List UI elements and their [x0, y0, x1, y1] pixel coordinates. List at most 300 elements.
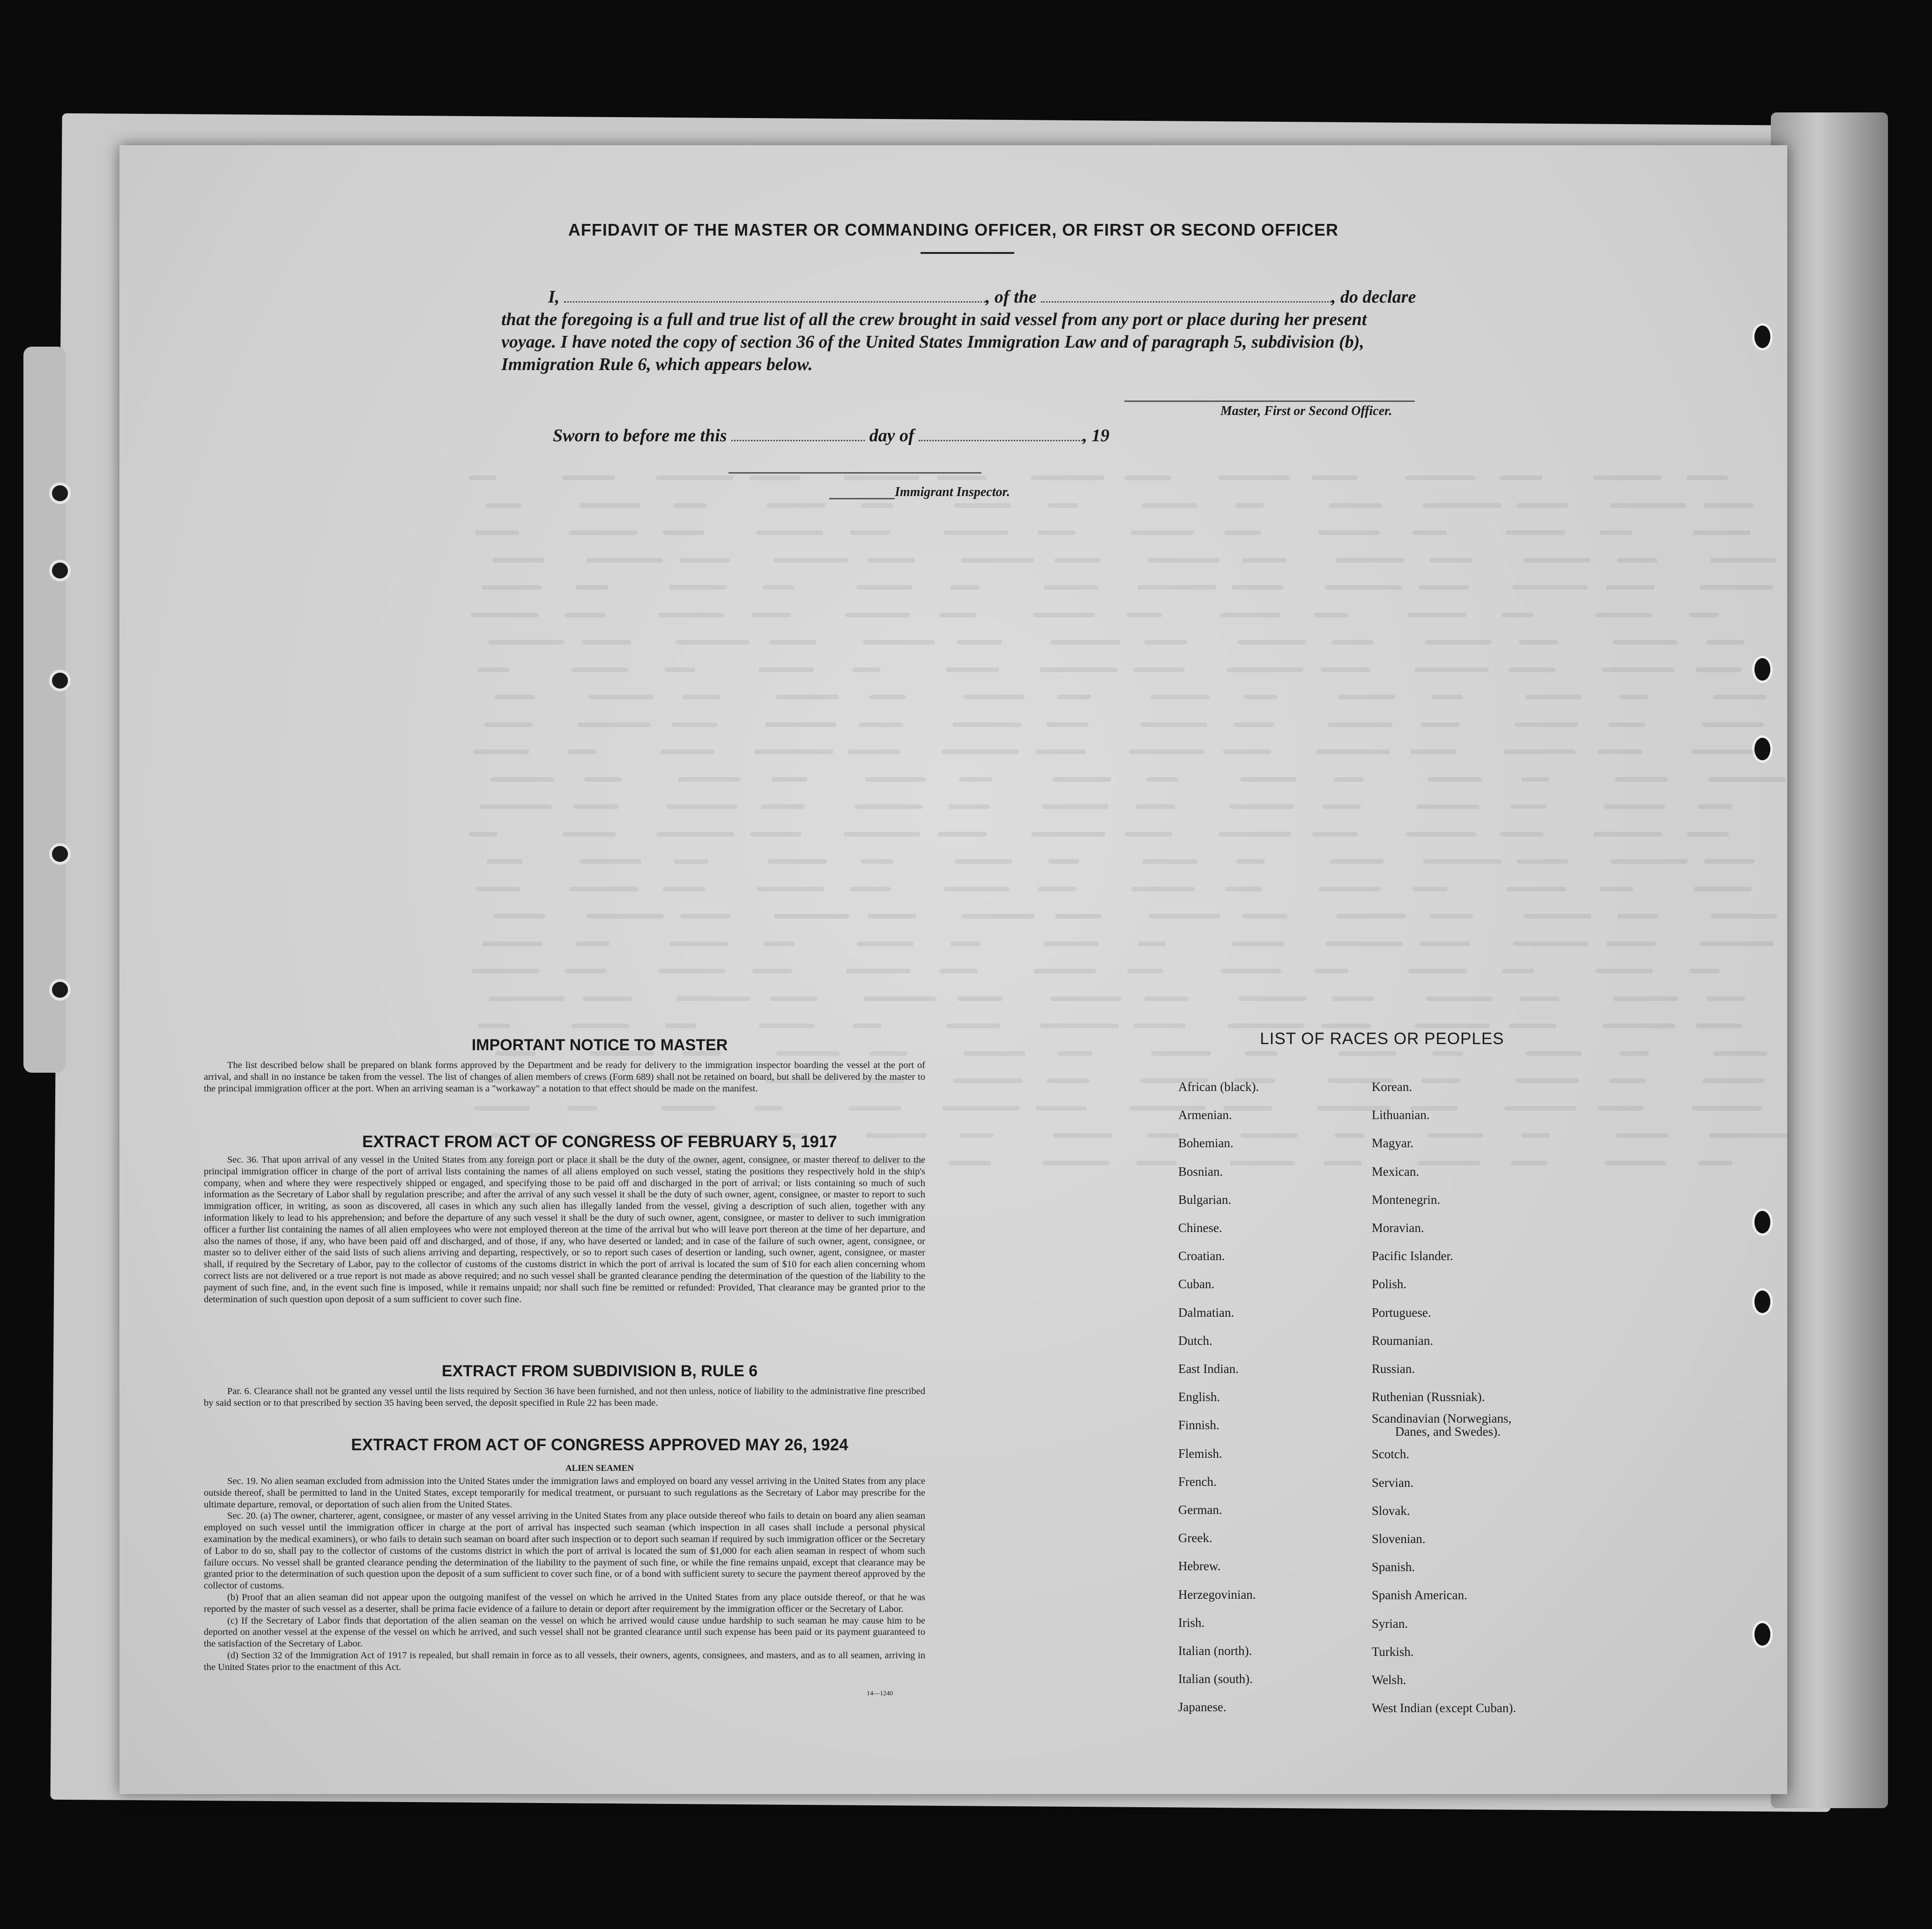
race-item: West Indian (except Cuban).	[1372, 1701, 1516, 1715]
bleed-mark	[1044, 585, 1098, 590]
bleed-mark	[1429, 558, 1472, 563]
bleed-mark	[1334, 777, 1364, 782]
bleed-mark	[1412, 530, 1447, 535]
bleed-mark	[1619, 695, 1648, 699]
bleed-mark	[1316, 749, 1390, 754]
bleed-mark	[1511, 1161, 1547, 1165]
bleed-mark	[846, 969, 911, 973]
affidavit-of-the: , of the	[985, 287, 1037, 307]
bleed-mark	[1523, 558, 1590, 563]
bleed-mark	[1151, 1051, 1211, 1056]
bleed-mark	[576, 942, 609, 946]
bleed-mark	[867, 558, 915, 563]
bleed-mark	[1605, 1161, 1666, 1165]
affidavit-title: AFFIDAVIT OF THE MASTER OR COMMANDING OFFICER, OR FIRST OR SECOND OFFICER	[568, 220, 1339, 239]
bleed-mark	[850, 530, 890, 535]
bleed-mark	[1700, 585, 1773, 590]
bleed-mark	[1425, 640, 1492, 645]
bleed-mark	[1336, 558, 1405, 563]
page-stack-edge	[1771, 112, 1888, 1808]
sworn-month-blank[interactable]	[919, 426, 1083, 441]
bleed-mark	[588, 695, 654, 699]
bleed-mark	[1692, 1106, 1762, 1111]
race-item: Greek.	[1178, 1531, 1212, 1545]
bleed-mark	[1600, 887, 1633, 891]
bleed-mark	[950, 585, 980, 590]
bleed-mark	[486, 503, 522, 508]
bleed-mark	[1516, 503, 1568, 508]
bleed-mark	[569, 530, 638, 535]
bleed-mark	[953, 1078, 1023, 1083]
bleed-mark	[1691, 749, 1761, 754]
bleed-mark	[773, 558, 848, 563]
bleed-mark	[1327, 722, 1393, 727]
race-item: Montenegrin.	[1372, 1192, 1441, 1207]
bleed-mark	[1234, 722, 1274, 727]
bleed-mark	[482, 585, 542, 590]
race-item: Italian (north).	[1178, 1644, 1252, 1658]
race-item: Slovenian.	[1372, 1532, 1426, 1546]
race-item: Italian (south).	[1178, 1672, 1253, 1686]
bleed-mark	[1036, 1106, 1087, 1111]
bleed-mark	[1602, 668, 1674, 672]
bleed-mark	[1696, 1024, 1742, 1028]
race-item: Scandinavian (Norwegians, Danes, and Swedes).	[1372, 1411, 1512, 1439]
races-column-1	[1178, 1073, 1259, 1721]
section-20a-text: Sec. 20. (a) The owner, charterer, agent, consignee, or master of any vessel arriving in the United States from any place outside thereof who fails to detain on board any alien seaman employed on such vessel until the immigration officer in charge at the port of arrival has inspected such seaman (which inspection in all cases shall include a personal physical examination by the medical examiners), or who fails to detain such seaman on board after such inspection or to deport such seaman if required by such immigration officer or the Secretary of Labor to do so, shall pay to the collector of customs of the customs district in which the port of arrival is located the sum of $1,000 for each alien seaman in respect of whom such failure occurs. No vessel shall be granted clearance pending the determination of the liability to the payment of such fine, or while the fine remains unpaid, except that clearance may be granted prior to the determination of such question upon the deposit of a sum sufficient to cover such fine, or of a bond with sufficient surety to secure the payment thereof approved by the collector of customs.	[204, 1511, 925, 1591]
bleed-mark	[1593, 475, 1661, 480]
bleed-mark	[1236, 859, 1265, 864]
bleed-mark	[1689, 613, 1719, 617]
bleed-mark	[1131, 887, 1195, 891]
bleed-mark	[1611, 859, 1687, 864]
bleed-mark	[859, 722, 903, 727]
bleed-mark	[1140, 722, 1207, 727]
extract-1917-text: Sec. 36. That upon arrival of any vessel in the United States from any foreign port or place it shall be the duty of the owner, agent, consignee, or master thereof to deliver to the principal immigration officer in charge of the port of arrival lists containing the names of all aliens employed on such vessel, stating the positions they respectively hold in the ship's company, when and where they were respectively shipped or engaged, and specifying those to be paid off and discharged in the port of arrival; or lists containing so much of such information as the Secretary of Labor shall by regulation prescribe; and after the arrival of any such vessel it shall be the duty of such owner, agent, consignee, or master to report to such immigration officer, in writing, as soon as discovered, all cases in which any such alien has illegally landed from the vessel, giving a description of such alien, together with any information likely to lead to his apprehension; and before the departure of any such vessel it shall be the duty of such owner, agent, consignee, or master to deliver to such immigration officer a further list containing the names of all alien employees who were not employed thereon at the time of the arrival but who will leave port thereon at the time of her departure, and also the names of those, if any, who have been paid off and discharged, and of those, if any, who have deserted or landed; and in case of the failure of such owner, agent, consignee, or master so to deliver either of the said lists of such aliens arriving and departing, respectively, or so to report such cases of desertion or landing, such owner, agent, consignee, or master shall, if required by the Secretary of Labor, pay to the collector of customs of the customs district in which the port of arrival is located the sum of $10 for each alien concerning whom correct lists are not delivered or a true report is not made as above required; and no such vessel shall be granted clearance pending the determination of the question of the liability to the payment of such fine, and, in the event such fine is imposed, while it remains unpaid; nor shall such fine be remitted or refunded: Provided, That clearance may be granted prior to the determination of such question upon deposit of a sum sufficient to cover such fine.	[204, 1155, 925, 1305]
binding-ring-icon	[49, 482, 71, 504]
bleed-mark	[1235, 503, 1264, 508]
bleed-mark	[769, 640, 817, 645]
bleed-mark	[763, 942, 795, 946]
punch-hole-icon	[1752, 323, 1773, 350]
bleed-mark	[665, 668, 695, 672]
bleed-mark	[1410, 749, 1457, 754]
bleed-mark	[1613, 996, 1678, 1001]
bleed-mark	[952, 722, 1022, 727]
race-item: Chinese.	[1178, 1221, 1222, 1235]
bleed-mark	[770, 996, 817, 1001]
bleed-mark	[765, 722, 836, 727]
bleed-mark	[1504, 749, 1575, 754]
bleed-mark	[1510, 804, 1546, 809]
inspector-label: Immigrant Inspector.	[895, 485, 1010, 499]
bleed-mark	[1412, 887, 1448, 891]
bleed-mark	[663, 887, 706, 891]
bleed-mark	[1137, 585, 1217, 590]
bleed-mark	[1142, 503, 1197, 508]
bleed-mark	[489, 996, 565, 1001]
bleed-mark	[942, 749, 1019, 754]
bleed-mark	[1053, 777, 1111, 782]
bleed-mark	[1125, 832, 1173, 837]
bleed-mark	[676, 996, 751, 1001]
bleed-mark	[1598, 749, 1642, 754]
bleed-mark	[1238, 640, 1306, 645]
bleed-mark	[1318, 530, 1380, 535]
sworn-year: , 19	[1083, 426, 1110, 445]
bleed-mark	[659, 969, 725, 973]
bleed-mark	[1323, 1161, 1362, 1165]
bleed-mark	[1147, 1133, 1179, 1138]
bleed-mark	[1332, 996, 1374, 1001]
bleed-mark	[868, 914, 916, 919]
bleed-mark	[1238, 996, 1307, 1001]
bleed-mark	[944, 887, 1010, 891]
bleed-mark	[1521, 777, 1549, 782]
bleed-mark	[674, 859, 708, 864]
bleed-mark	[490, 777, 555, 782]
race-item: Servian.	[1372, 1475, 1414, 1490]
bleed-mark	[1055, 914, 1102, 919]
inspector-line-lower[interactable]	[829, 498, 895, 499]
bleed-mark	[957, 640, 1002, 645]
bleed-mark	[1595, 613, 1652, 617]
race-item: Herzegovinian.	[1178, 1587, 1256, 1602]
race-item: Korean.	[1372, 1080, 1412, 1094]
bleed-mark	[468, 475, 497, 480]
affidavit-line-3: voyage. I have noted the copy of section 36 of the United States Immigration Law and of paragraph 5, subdivision (b),	[501, 332, 1364, 352]
bleed-mark	[1142, 859, 1198, 864]
sworn-day-of: day of	[869, 426, 914, 445]
bleed-mark	[1408, 969, 1467, 973]
bleed-mark	[937, 832, 987, 837]
notice-title: IMPORTANT NOTICE TO MASTER	[471, 1036, 728, 1054]
bleed-mark	[1693, 530, 1751, 535]
bleed-mark	[1713, 1051, 1768, 1056]
bleed-mark	[1240, 777, 1297, 782]
bleed-mark	[1695, 668, 1741, 672]
affidavit-line-4: Immigration Rule 6, which appears below.	[501, 355, 813, 374]
bleed-mark	[1709, 777, 1786, 782]
bleed-mark	[843, 475, 919, 480]
section-20d-text: (d) Section 32 of the Immigration Act of 1917 is repealed, but shall remain in force as to all vessels, their owners, agents, consignees, and masters, and as to all seamen, arriving in the United States prior to the enactment of this Act.	[204, 1650, 925, 1672]
bleed-mark	[957, 996, 1003, 1001]
bleed-mark	[475, 530, 519, 535]
bleed-mark	[572, 1024, 629, 1028]
bleed-mark	[1689, 969, 1720, 973]
bleed-mark	[757, 887, 824, 891]
bleed-mark	[844, 832, 920, 837]
bleed-mark	[1057, 695, 1092, 699]
bleed-mark	[1698, 1161, 1733, 1165]
bleed-mark	[669, 942, 728, 946]
bleed-mark	[752, 969, 792, 973]
bleed-mark	[476, 887, 520, 891]
punch-hole-icon	[1752, 656, 1773, 683]
section-19-text: Sec. 19. No alien seaman excluded from admission into the United States under the immigration laws and employed on board any vessel arriving in the United States from any place outside thereof, shall be permitted to land in the United States, except temporarily for medical treatment, or pursuant to such regulations as the Secretary of Labor may prescribe for the ultimate departure, removal, or deportation of such alien from the United States.	[204, 1476, 925, 1510]
bleed-mark	[1127, 613, 1162, 617]
bleed-mark	[755, 1106, 783, 1111]
race-item: Welsh.	[1372, 1673, 1406, 1687]
bleed-mark	[756, 530, 823, 535]
inspector-line-upper[interactable]	[728, 472, 981, 474]
bleed-mark	[1430, 914, 1473, 919]
bleed-mark	[846, 613, 910, 617]
bleed-mark	[1501, 613, 1533, 617]
bleed-mark	[1138, 942, 1166, 946]
bleed-mark	[567, 1106, 597, 1111]
bleed-mark	[863, 640, 935, 645]
bleed-mark	[1609, 1078, 1646, 1083]
bleed-mark	[940, 969, 978, 973]
bleed-mark	[580, 503, 640, 508]
bleed-mark	[1312, 832, 1358, 837]
bleed-mark	[772, 777, 807, 782]
bleed-mark	[678, 777, 740, 782]
bleed-mark	[484, 722, 532, 727]
bleed-mark	[1040, 668, 1118, 672]
race-item: Cuban.	[1178, 1277, 1215, 1291]
bleed-mark	[1702, 1078, 1765, 1083]
bleed-mark	[658, 613, 724, 617]
bleed-mark	[1423, 859, 1502, 864]
bleed-mark	[1329, 503, 1382, 508]
bleed-mark	[1706, 640, 1744, 645]
bleed-mark	[1421, 722, 1460, 727]
bleed-mark	[1134, 1024, 1186, 1028]
punch-hole-icon	[1752, 1621, 1773, 1648]
bleed-mark	[565, 969, 607, 973]
race-item: Pacific Islander.	[1372, 1249, 1453, 1263]
bleed-mark	[1323, 804, 1361, 809]
bleed-mark	[1038, 887, 1077, 891]
bleed-mark	[1713, 695, 1767, 699]
races-column-2	[1372, 1073, 1516, 1722]
race-item: Scotch.	[1372, 1447, 1410, 1462]
bleed-mark	[1227, 1024, 1304, 1028]
bleed-mark	[493, 914, 545, 919]
bleed-mark	[759, 1024, 815, 1028]
bleed-mark	[1031, 475, 1105, 480]
bleed-mark	[951, 942, 981, 946]
race-item: English.	[1178, 1390, 1220, 1404]
bleed-mark	[1704, 503, 1754, 508]
bleed-mark	[959, 777, 993, 782]
bleed-mark	[750, 475, 801, 480]
bleed-mark	[1432, 695, 1463, 699]
bleed-mark	[680, 558, 730, 563]
bleed-mark	[963, 695, 1025, 699]
bleed-mark	[478, 1024, 511, 1028]
bleed-mark	[758, 668, 814, 672]
race-item: Roumanian.	[1372, 1333, 1434, 1348]
bleed-mark	[656, 475, 734, 480]
bleed-mark	[1229, 804, 1294, 809]
bleed-mark	[1599, 530, 1632, 535]
race-item: Ruthenian (Russniak).	[1372, 1390, 1485, 1404]
bleed-mark	[1415, 1024, 1490, 1028]
race-item: African (black).	[1178, 1080, 1259, 1094]
bleed-mark	[680, 914, 731, 919]
affidavit-line-2: that the foregoing is a full and true list of all the crew brought in said vessel from any port or place during her present	[501, 310, 1367, 329]
bleed-mark	[1515, 722, 1578, 727]
bleed-mark	[855, 804, 923, 809]
bleed-mark	[1519, 640, 1559, 645]
bleed-mark	[586, 558, 663, 563]
bleed-mark	[1314, 613, 1348, 617]
bleed-mark	[863, 996, 936, 1001]
bleed-mark	[1312, 475, 1357, 480]
bleed-mark	[848, 1106, 901, 1111]
bleed-mark	[1523, 914, 1591, 919]
race-item: Moravian.	[1372, 1221, 1424, 1235]
bleed-mark	[584, 777, 622, 782]
bleed-mark	[1612, 640, 1677, 645]
race-item: Magyar.	[1372, 1136, 1414, 1150]
race-item: Dutch.	[1178, 1333, 1212, 1348]
bleed-mark	[1047, 1078, 1090, 1083]
punch-hole-icon	[1752, 1209, 1773, 1236]
bleed-mark	[1245, 1051, 1278, 1056]
bleed-mark	[1508, 668, 1556, 672]
bleed-mark	[1709, 1133, 1787, 1138]
bleed-mark	[573, 804, 619, 809]
bleed-mark	[1136, 804, 1175, 809]
bleed-mark	[1033, 969, 1096, 973]
bleed-mark	[1146, 777, 1178, 782]
bleed-mark	[1508, 1024, 1557, 1028]
bleed-mark	[1055, 558, 1101, 563]
bleed-mark	[1242, 914, 1287, 919]
sworn-text: Sworn to before me this	[553, 426, 727, 445]
bleed-mark	[776, 695, 839, 699]
bleed-mark	[471, 969, 540, 973]
master-signature-label: Master, First or Second Officer.	[1220, 404, 1392, 418]
bleed-mark	[1606, 942, 1656, 946]
bleed-mark	[495, 695, 535, 699]
title-underline	[921, 252, 1014, 254]
bleed-mark	[469, 832, 498, 837]
bleed-mark	[488, 640, 564, 645]
bleed-mark	[1615, 1133, 1669, 1138]
punch-hole-icon	[1752, 735, 1773, 763]
bleed-mark	[857, 942, 914, 946]
bleed-mark	[1687, 832, 1729, 837]
bleed-mark	[567, 749, 596, 754]
bleed-mark	[1144, 996, 1189, 1001]
master-signature-line[interactable]	[1124, 401, 1415, 402]
binding-ring-icon	[49, 560, 71, 581]
bleed-mark	[1033, 613, 1095, 617]
bleed-mark	[861, 859, 894, 864]
race-item: Lithuanian.	[1372, 1108, 1430, 1122]
bleed-mark	[1144, 640, 1188, 645]
bleed-mark	[949, 1161, 991, 1165]
bleed-mark	[937, 475, 986, 480]
form-number: 14—1240	[867, 1690, 893, 1697]
bleed-mark	[939, 613, 977, 617]
bleed-mark	[752, 613, 791, 617]
alien-seamen-subtitle: ALIEN SEAMEN	[565, 1463, 634, 1473]
bleed-mark	[1044, 942, 1099, 946]
bleed-mark	[673, 503, 707, 508]
bleed-mark	[569, 887, 639, 891]
notice-text: The list described below shall be prepared on blank forms approved by the Department and be ready for delivery to the immigration inspector boarding the vessel at the port of arrival, and shall in no instance be taken from the vessel. The list of changes of alien members of crews (Form 689) shall not be retained on board, but shall be delivered by the master to the principal immigration officer at the port. When an arriving seaman is a "workaway" a notation to that effect should be made on the manifest.	[204, 1060, 925, 1094]
bleed-mark	[1593, 832, 1662, 837]
bleed-mark	[1606, 585, 1655, 590]
punch-hole-icon	[1752, 1288, 1773, 1315]
race-item: Syrian.	[1372, 1616, 1408, 1631]
bleed-mark	[1244, 695, 1277, 699]
bleed-mark	[1615, 777, 1668, 782]
name-blank[interactable]	[564, 287, 986, 303]
left-binding-tab	[23, 347, 66, 1073]
race-item: Turkish.	[1372, 1644, 1414, 1659]
bleed-mark	[1048, 859, 1079, 864]
bleed-mark	[1325, 585, 1402, 590]
race-item: Polish.	[1372, 1277, 1407, 1291]
race-item: Finnish.	[1178, 1418, 1219, 1432]
bleed-mark	[1330, 859, 1383, 864]
bleed-mark	[942, 1106, 1020, 1111]
bleed-mark	[944, 530, 1009, 535]
bleed-mark	[1506, 530, 1565, 535]
bleed-mark	[578, 722, 651, 727]
bleed-mark	[1608, 722, 1645, 727]
vessel-blank[interactable]	[1041, 287, 1331, 303]
bleed-mark	[1604, 804, 1665, 809]
bleed-mark	[1336, 914, 1406, 919]
bleed-mark	[1315, 969, 1349, 973]
bleed-mark	[1124, 475, 1172, 480]
bleed-mark	[1035, 749, 1086, 754]
bleed-mark	[667, 804, 737, 809]
bleed-mark	[582, 640, 631, 645]
races-title: LIST OF RACES OR PEOPLES	[1260, 1030, 1504, 1048]
bleed-mark	[562, 475, 615, 480]
bleed-mark	[1149, 914, 1220, 919]
extract-1924-title: EXTRACT FROM ACT OF CONGRESS APPROVED MAY 26, 1924	[351, 1436, 848, 1454]
affidavit-line-1	[548, 287, 1416, 307]
bleed-mark	[473, 749, 529, 754]
bleed-mark	[1426, 996, 1493, 1001]
bleed-mark	[767, 859, 827, 864]
bleed-mark	[1522, 1133, 1550, 1138]
race-item: Spanish.	[1372, 1560, 1415, 1574]
sworn-day-blank[interactable]	[731, 426, 865, 441]
bleed-mark	[1414, 668, 1489, 672]
bleed-mark	[1502, 969, 1534, 973]
bleed-mark	[1525, 695, 1581, 699]
race-item: Bosnian.	[1178, 1164, 1223, 1179]
bleed-mark	[1406, 832, 1477, 837]
bleed-mark	[1499, 475, 1543, 480]
binding-ring-icon	[49, 670, 71, 691]
bleed-mark	[961, 914, 1035, 919]
bleed-mark	[676, 640, 750, 645]
race-item: Mexican.	[1372, 1164, 1419, 1179]
bleed-mark	[1321, 1024, 1371, 1028]
bleed-mark	[1231, 585, 1284, 590]
bleed-mark	[1408, 613, 1466, 617]
bleed-mark	[1151, 695, 1210, 699]
bleed-mark	[852, 668, 881, 672]
bleed-mark	[1419, 942, 1470, 946]
bleed-mark	[1596, 969, 1653, 973]
bleed-mark	[482, 942, 542, 946]
bleed-mark	[1037, 530, 1076, 535]
bleed-mark	[1221, 969, 1282, 973]
